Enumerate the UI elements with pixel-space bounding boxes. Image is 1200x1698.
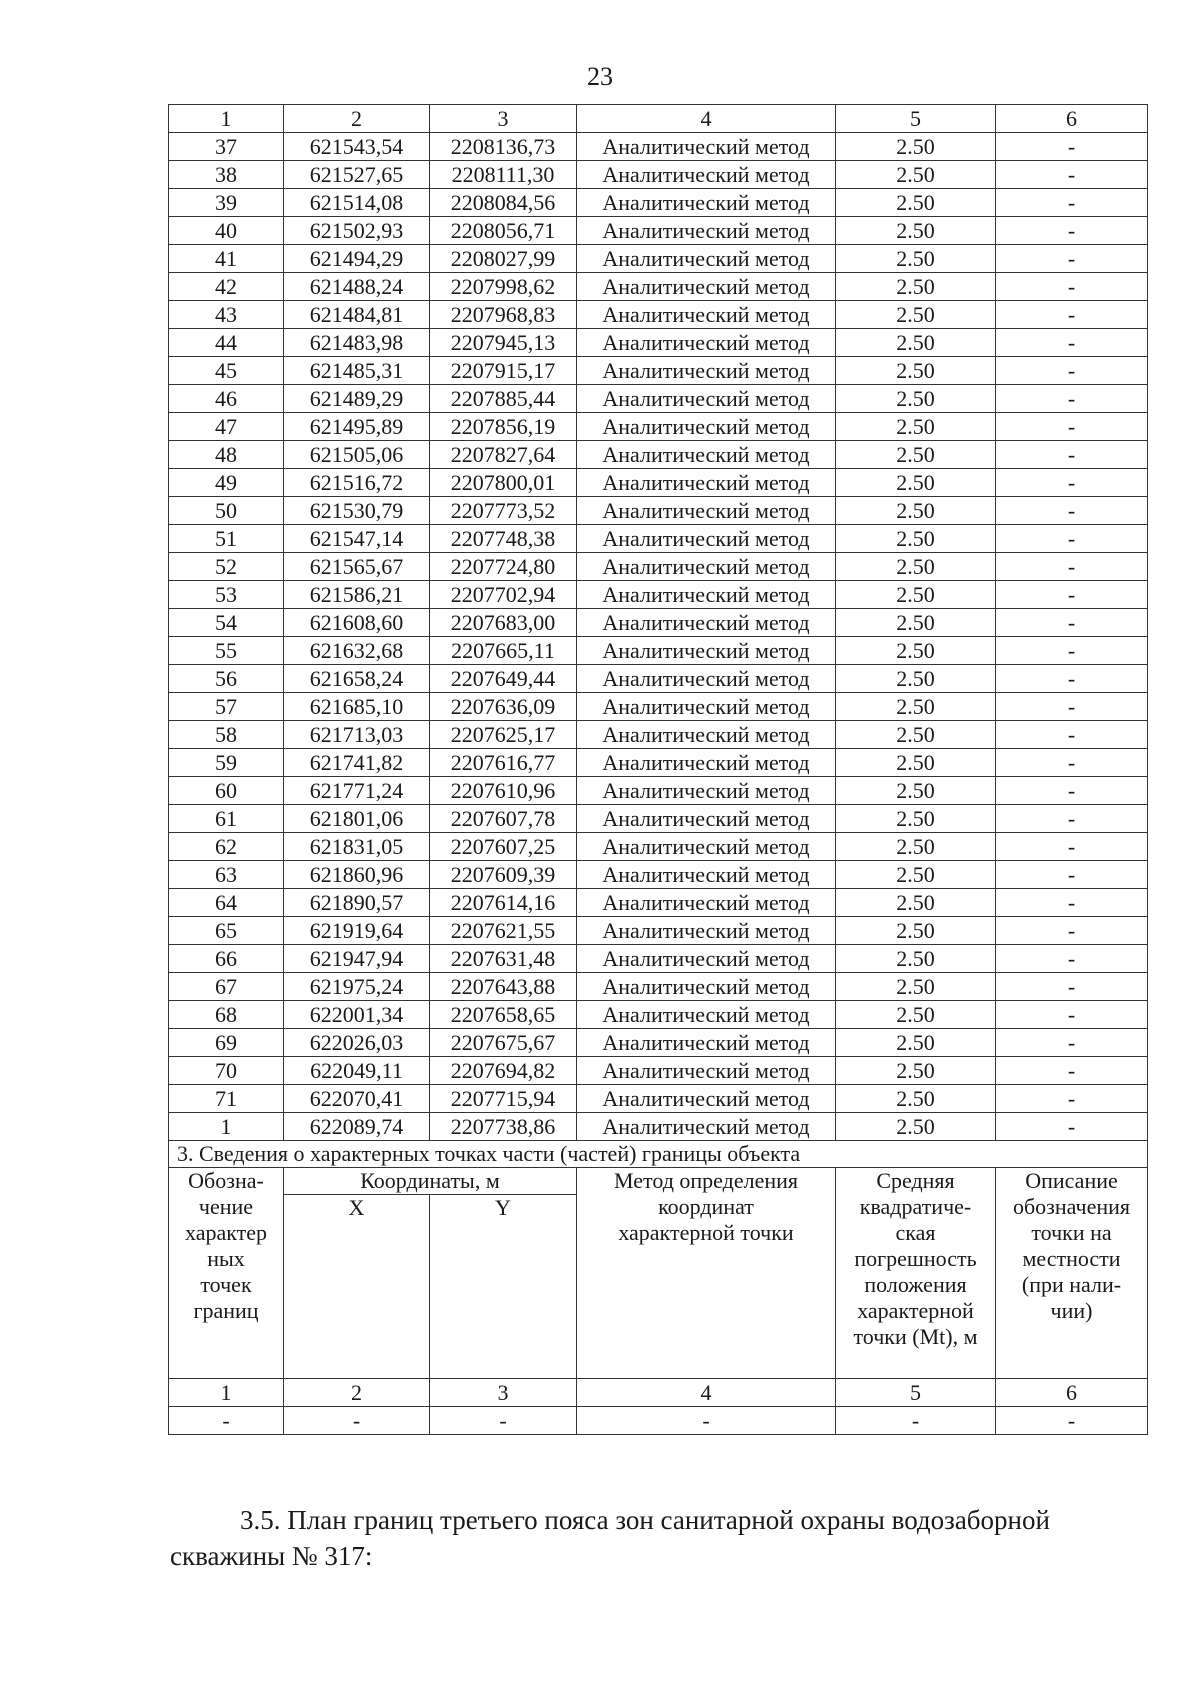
table-cell: - <box>996 833 1148 861</box>
table-cell: 2207614,16 <box>430 889 577 917</box>
empty-cell: - <box>284 1407 430 1435</box>
table-cell: - <box>996 889 1148 917</box>
table-cell: 64 <box>169 889 284 917</box>
table-cell: - <box>996 385 1148 413</box>
table-cell: 2207621,55 <box>430 917 577 945</box>
section3-column-number-row <box>169 1379 1148 1407</box>
table-cell: Аналитический метод <box>577 1085 836 1113</box>
table-cell: 2.50 <box>836 329 996 357</box>
table-cell: 47 <box>169 413 284 441</box>
table-cell: 38 <box>169 161 284 189</box>
table-cell: 1 <box>169 1113 284 1141</box>
table-cell: 52 <box>169 553 284 581</box>
table-cell: 2207607,25 <box>430 833 577 861</box>
table-cell: Аналитический метод <box>577 245 836 273</box>
empty-cell: - <box>430 1407 577 1435</box>
table-cell: Аналитический метод <box>577 301 836 329</box>
table-cell: 2207643,88 <box>430 973 577 1001</box>
table-cell: 621890,57 <box>284 889 430 917</box>
paragraph-line-2: скважины № 317: <box>170 1541 373 1571</box>
table-cell: 49 <box>169 469 284 497</box>
table-cell: 2.50 <box>836 581 996 609</box>
table-cell: 621488,24 <box>284 273 430 301</box>
table-cell: 621975,24 <box>284 973 430 1001</box>
table-row <box>169 385 1148 413</box>
table-cell: 2.50 <box>836 805 996 833</box>
table-cell: 2207610,96 <box>430 777 577 805</box>
table-cell: 2.50 <box>836 777 996 805</box>
table-cell: 2.50 <box>836 693 996 721</box>
column-number: 1 <box>169 1379 284 1407</box>
column-number: 1 <box>169 105 284 133</box>
table-cell: - <box>996 525 1148 553</box>
table-cell: - <box>996 861 1148 889</box>
table-cell: 2.50 <box>836 357 996 385</box>
table-cell: 2207609,39 <box>430 861 577 889</box>
column-number: 4 <box>577 105 836 133</box>
table-row <box>169 1113 1148 1141</box>
table-cell: 621527,65 <box>284 161 430 189</box>
table-cell: 2207683,00 <box>430 609 577 637</box>
table-row <box>169 525 1148 553</box>
table-cell: 621484,81 <box>284 301 430 329</box>
table-cell: 2207715,94 <box>430 1085 577 1113</box>
header-y: Y <box>430 1195 577 1379</box>
table-cell: 621586,21 <box>284 581 430 609</box>
table-row <box>169 1057 1148 1085</box>
table-cell: 2207649,44 <box>430 665 577 693</box>
table-cell: 2208027,99 <box>430 245 577 273</box>
table-cell: 2207665,11 <box>430 637 577 665</box>
table-cell: 2.50 <box>836 1001 996 1029</box>
table-cell: 39 <box>169 189 284 217</box>
table-row <box>169 581 1148 609</box>
table-row <box>169 357 1148 385</box>
table-cell: - <box>996 805 1148 833</box>
table-cell: - <box>996 553 1148 581</box>
table-row <box>169 301 1148 329</box>
header-x: X <box>284 1195 430 1379</box>
table-cell: - <box>996 721 1148 749</box>
table-cell: - <box>996 217 1148 245</box>
table-row <box>169 889 1148 917</box>
table-cell: 2.50 <box>836 217 996 245</box>
table-cell: 2207856,19 <box>430 413 577 441</box>
column-number-row <box>169 105 1148 133</box>
table-cell: 67 <box>169 973 284 1001</box>
table-row <box>169 133 1148 161</box>
table-cell: 2207607,78 <box>430 805 577 833</box>
table-cell: 2.50 <box>836 525 996 553</box>
table-cell: Аналитический метод <box>577 497 836 525</box>
table-row <box>169 497 1148 525</box>
table-cell: 62 <box>169 833 284 861</box>
table-cell: 622026,03 <box>284 1029 430 1057</box>
table-cell: 40 <box>169 217 284 245</box>
table-cell: 2.50 <box>836 245 996 273</box>
table-cell: 2207748,38 <box>430 525 577 553</box>
table-cell: 2.50 <box>836 917 996 945</box>
table-cell: Аналитический метод <box>577 329 836 357</box>
table-cell: 2208111,30 <box>430 161 577 189</box>
table-cell: 2207702,94 <box>430 581 577 609</box>
table-cell: Аналитический метод <box>577 1057 836 1085</box>
table-cell: 71 <box>169 1085 284 1113</box>
table-row <box>169 329 1148 357</box>
table-cell: 621516,72 <box>284 469 430 497</box>
table-cell: 2207636,09 <box>430 693 577 721</box>
table-cell: 622070,41 <box>284 1085 430 1113</box>
table-cell: 622001,34 <box>284 1001 430 1029</box>
table-row <box>169 413 1148 441</box>
table-cell: - <box>996 945 1148 973</box>
table-cell: 54 <box>169 609 284 637</box>
table-cell: 2.50 <box>836 1029 996 1057</box>
table-cell: 51 <box>169 525 284 553</box>
table-cell: 2207625,17 <box>430 721 577 749</box>
table-cell: 621502,93 <box>284 217 430 245</box>
column-number: 5 <box>836 105 996 133</box>
table-cell: Аналитический метод <box>577 973 836 1001</box>
table-cell: 2.50 <box>836 273 996 301</box>
table-cell: 2.50 <box>836 665 996 693</box>
table-cell: - <box>996 133 1148 161</box>
empty-cell: - <box>996 1407 1148 1435</box>
table-cell: 2.50 <box>836 413 996 441</box>
table-cell: Аналитический метод <box>577 861 836 889</box>
table-row <box>169 665 1148 693</box>
table-cell: Аналитический метод <box>577 1001 836 1029</box>
table-cell: 2207658,65 <box>430 1001 577 1029</box>
table-row <box>169 553 1148 581</box>
table-row <box>169 1029 1148 1057</box>
table-cell: Аналитический метод <box>577 525 836 553</box>
header-method: Метод определения координат характерной точки <box>577 1168 836 1379</box>
table-cell: - <box>996 1085 1148 1113</box>
table-cell: 621771,24 <box>284 777 430 805</box>
table-cell: Аналитический метод <box>577 441 836 469</box>
table-cell: 65 <box>169 917 284 945</box>
table-cell: 621741,82 <box>284 749 430 777</box>
table-cell: Аналитический метод <box>577 413 836 441</box>
table-cell: 45 <box>169 357 284 385</box>
column-number: 6 <box>996 105 1148 133</box>
table-cell: 2.50 <box>836 833 996 861</box>
table-cell: Аналитический метод <box>577 721 836 749</box>
empty-cell: - <box>577 1407 836 1435</box>
table-cell: 2.50 <box>836 1085 996 1113</box>
table-cell: 50 <box>169 497 284 525</box>
table-cell: 2.50 <box>836 497 996 525</box>
table-cell: 621543,54 <box>284 133 430 161</box>
table-cell: 41 <box>169 245 284 273</box>
table-cell: 57 <box>169 693 284 721</box>
table-cell: 2.50 <box>836 945 996 973</box>
table-cell: 2.50 <box>836 189 996 217</box>
table-cell: 2207800,01 <box>430 469 577 497</box>
column-number: 5 <box>836 1379 996 1407</box>
table-cell: 46 <box>169 385 284 413</box>
table-row <box>169 945 1148 973</box>
table-cell: 2.50 <box>836 609 996 637</box>
table-cell: 43 <box>169 301 284 329</box>
header-coordinates: Координаты, м <box>284 1168 577 1195</box>
table-row <box>169 1001 1148 1029</box>
table-cell: 2.50 <box>836 385 996 413</box>
table-cell: 66 <box>169 945 284 973</box>
table-row <box>169 189 1148 217</box>
column-number: 2 <box>284 105 430 133</box>
table-cell: Аналитический метод <box>577 161 836 189</box>
table-cell: 621485,31 <box>284 357 430 385</box>
column-number: 2 <box>284 1379 430 1407</box>
table-cell: Аналитический метод <box>577 553 836 581</box>
table-cell: Аналитический метод <box>577 273 836 301</box>
header-description: Описание обозначения точки на местности (при нали- чии) <box>996 1168 1148 1379</box>
table-cell: 621483,98 <box>284 329 430 357</box>
table-cell: 55 <box>169 637 284 665</box>
table-cell: 621547,14 <box>284 525 430 553</box>
table-cell: Аналитический метод <box>577 357 836 385</box>
table-row <box>169 749 1148 777</box>
table-row <box>169 917 1148 945</box>
table-row <box>169 1085 1148 1113</box>
table-cell: 621495,89 <box>284 413 430 441</box>
table-cell: 63 <box>169 861 284 889</box>
table-cell: Аналитический метод <box>577 609 836 637</box>
column-number: 6 <box>996 1379 1148 1407</box>
table-cell: 2.50 <box>836 749 996 777</box>
table-cell: Аналитический метод <box>577 889 836 917</box>
table-row <box>169 609 1148 637</box>
table-cell: - <box>996 749 1148 777</box>
table-cell: 2.50 <box>836 161 996 189</box>
table-cell: Аналитический метод <box>577 945 836 973</box>
table-cell: Аналитический метод <box>577 581 836 609</box>
table-cell: Аналитический метод <box>577 637 836 665</box>
column-number: 3 <box>430 1379 577 1407</box>
table-row <box>169 469 1148 497</box>
table-cell: - <box>996 413 1148 441</box>
table-cell: - <box>996 777 1148 805</box>
section3-title: 3. Сведения о характерных точках части (частей) границы объекта <box>169 1141 1148 1168</box>
table-cell: - <box>996 273 1148 301</box>
table-cell: - <box>996 917 1148 945</box>
table-cell: 42 <box>169 273 284 301</box>
table-cell: - <box>996 1057 1148 1085</box>
table-cell: 621632,68 <box>284 637 430 665</box>
table-cell: 2207827,64 <box>430 441 577 469</box>
table-cell: 2207773,52 <box>430 497 577 525</box>
table-cell: 68 <box>169 1001 284 1029</box>
table-cell: Аналитический метод <box>577 469 836 497</box>
table-cell: - <box>996 497 1148 525</box>
table-row <box>169 441 1148 469</box>
table-row <box>169 777 1148 805</box>
table-cell: 61 <box>169 805 284 833</box>
table-cell: 2207915,17 <box>430 357 577 385</box>
table-cell: 2207738,86 <box>430 1113 577 1141</box>
table-cell: Аналитический метод <box>577 805 836 833</box>
table-cell: 621658,24 <box>284 665 430 693</box>
table-cell: Аналитический метод <box>577 133 836 161</box>
table-cell: - <box>996 665 1148 693</box>
table-cell: - <box>996 1001 1148 1029</box>
header-designation: Обозна- чение характер ных точек границ <box>169 1168 284 1379</box>
table-cell: 621685,10 <box>284 693 430 721</box>
table-cell: 2208136,73 <box>430 133 577 161</box>
table-row <box>169 161 1148 189</box>
table-cell: 621489,29 <box>284 385 430 413</box>
table-cell: - <box>996 189 1148 217</box>
table-cell: Аналитический метод <box>577 665 836 693</box>
table-cell: - <box>996 441 1148 469</box>
table-cell: 2.50 <box>836 1057 996 1085</box>
table-cell: 622049,11 <box>284 1057 430 1085</box>
table-cell: 621565,67 <box>284 553 430 581</box>
table-cell: - <box>996 469 1148 497</box>
table-cell: 2.50 <box>836 721 996 749</box>
table-cell: - <box>996 245 1148 273</box>
table-row <box>169 693 1148 721</box>
table-cell: Аналитический метод <box>577 833 836 861</box>
table-cell: 621494,29 <box>284 245 430 273</box>
table-cell: - <box>996 581 1148 609</box>
table-row <box>169 721 1148 749</box>
section3-header-row <box>169 1168 1148 1195</box>
table-cell: 2207968,83 <box>430 301 577 329</box>
column-number: 3 <box>430 105 577 133</box>
table-cell: 2.50 <box>836 1113 996 1141</box>
table-cell: Аналитический метод <box>577 693 836 721</box>
table-cell: Аналитический метод <box>577 385 836 413</box>
table-cell: - <box>996 357 1148 385</box>
table-cell: 2207631,48 <box>430 945 577 973</box>
table-row <box>169 861 1148 889</box>
table-cell: 2.50 <box>836 973 996 1001</box>
table-row <box>169 833 1148 861</box>
section3-title-row <box>169 1141 1148 1168</box>
header-error: Средняя квадратиче- ская погрешность положения характерной точки (Mt), м <box>836 1168 996 1379</box>
table-cell: - <box>996 329 1148 357</box>
table-cell: 621831,05 <box>284 833 430 861</box>
table-cell: 2.50 <box>836 637 996 665</box>
table-cell: 58 <box>169 721 284 749</box>
table-cell: 621514,08 <box>284 189 430 217</box>
table-cell: - <box>996 301 1148 329</box>
table-cell: - <box>996 609 1148 637</box>
table-cell: Аналитический метод <box>577 189 836 217</box>
table-cell: Аналитический метод <box>577 917 836 945</box>
table-cell: Аналитический метод <box>577 1029 836 1057</box>
table-cell: 2207616,77 <box>430 749 577 777</box>
table-cell: 53 <box>169 581 284 609</box>
section3-empty-row <box>169 1407 1148 1435</box>
table-cell: 44 <box>169 329 284 357</box>
table-cell: 621713,03 <box>284 721 430 749</box>
table-cell: 69 <box>169 1029 284 1057</box>
table-cell: Аналитический метод <box>577 1113 836 1141</box>
table-row <box>169 973 1148 1001</box>
table-cell: 621608,60 <box>284 609 430 637</box>
table-row <box>169 273 1148 301</box>
table-row <box>169 805 1148 833</box>
table-cell: 2208084,56 <box>430 189 577 217</box>
table-cell: 2.50 <box>836 861 996 889</box>
paragraph-line-1: 3.5. План границ третьего пояса зон санитарной охраны водозаборной <box>240 1505 1050 1535</box>
page-number: 23 <box>587 62 613 91</box>
table-cell: 2207945,13 <box>430 329 577 357</box>
table-cell: 2207724,80 <box>430 553 577 581</box>
boundary-points-table <box>168 104 1148 1435</box>
table-cell: 2.50 <box>836 133 996 161</box>
table-cell: 37 <box>169 133 284 161</box>
table-cell: 2207885,44 <box>430 385 577 413</box>
table-cell: Аналитический метод <box>577 217 836 245</box>
empty-cell: - <box>836 1407 996 1435</box>
table-cell: 2207998,62 <box>430 273 577 301</box>
table-cell: 2.50 <box>836 889 996 917</box>
table-cell: - <box>996 161 1148 189</box>
table-row <box>169 637 1148 665</box>
table-cell: 621505,06 <box>284 441 430 469</box>
table-cell: 621801,06 <box>284 805 430 833</box>
table-cell: 48 <box>169 441 284 469</box>
table-cell: 2208056,71 <box>430 217 577 245</box>
plan-paragraph <box>170 1502 1147 1574</box>
table-cell: - <box>996 637 1148 665</box>
table-cell: 2207694,82 <box>430 1057 577 1085</box>
table-cell: 621947,94 <box>284 945 430 973</box>
table-row <box>169 245 1148 273</box>
table-cell: - <box>996 973 1148 1001</box>
table-cell: 621919,64 <box>284 917 430 945</box>
table-cell: 2.50 <box>836 301 996 329</box>
table-cell: 59 <box>169 749 284 777</box>
empty-cell: - <box>169 1407 284 1435</box>
table-cell: - <box>996 1029 1148 1057</box>
table-cell: Аналитический метод <box>577 749 836 777</box>
table-cell: 2207675,67 <box>430 1029 577 1057</box>
table-cell: 60 <box>169 777 284 805</box>
table-cell: Аналитический метод <box>577 777 836 805</box>
table-cell: 2.50 <box>836 441 996 469</box>
table-cell: - <box>996 693 1148 721</box>
table-cell: 56 <box>169 665 284 693</box>
table-cell: - <box>996 1113 1148 1141</box>
table-row <box>169 217 1148 245</box>
table-cell: 2.50 <box>836 553 996 581</box>
table-cell: 70 <box>169 1057 284 1085</box>
table-cell: 622089,74 <box>284 1113 430 1141</box>
table-cell: 621530,79 <box>284 497 430 525</box>
table-cell: 2.50 <box>836 469 996 497</box>
table-cell: 621860,96 <box>284 861 430 889</box>
column-number: 4 <box>577 1379 836 1407</box>
